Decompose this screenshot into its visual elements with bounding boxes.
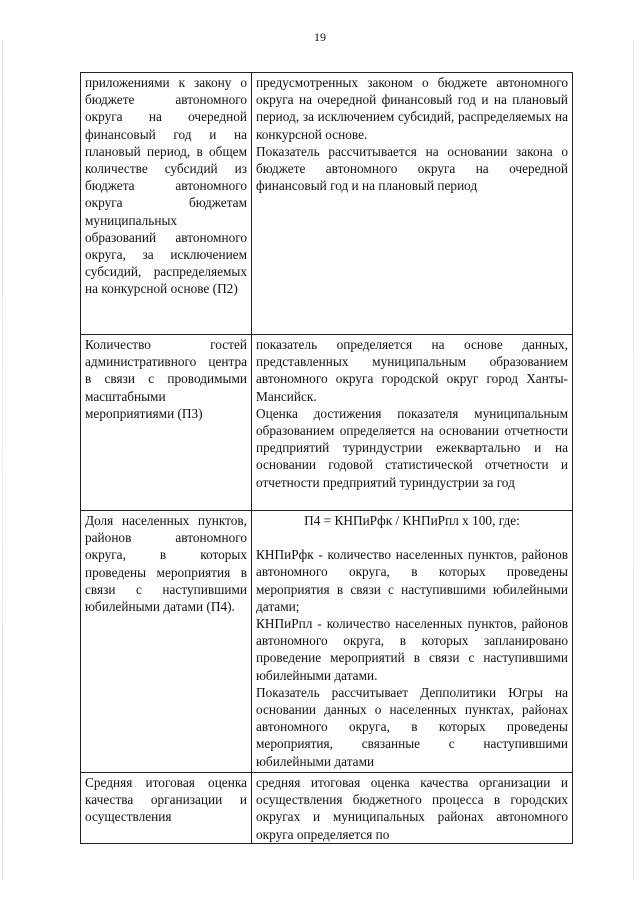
indicator-name: Доля населенных пунктов, районов автономного округа, в которых проведены мероприятия в связи с наступившими юбилейными датами (П4).: [85, 513, 247, 615]
description-paragraph: Оценка достижения показателя муниципальным образованием определяется на основании отчетности предприятий туриндустрии ежеквартально и на основании годовой статистической отчетности и отчетности предприятий туриндустрии за год: [256, 405, 568, 490]
scan-edge: [633, 40, 634, 880]
indicator-name: Средняя итоговая оценка качества организации и осуществления: [85, 775, 247, 825]
indicator-name-cell: [81, 773, 252, 844]
table-row: [81, 335, 573, 511]
indicators-table: [80, 72, 573, 844]
indicator-description-cell: [252, 73, 573, 335]
indicator-description-cell: [252, 773, 573, 844]
table-row: [81, 511, 573, 773]
description-paragraph: средняя итоговая оценка качества организации и осуществления бюджетного процесса в городских округах и муниципальных районах автономного округа определяется по: [256, 775, 568, 842]
formula: П4 = КНПиРфк / КНПиРпл х 100, где:: [304, 513, 520, 528]
description-paragraph: КНПиРфк - количество населенных пунктов, районов автономного округа, в которых проведены мероприятия в связи с наступившими юбилейными датами;: [256, 547, 568, 614]
description-paragraph: КНПиРпл - количество населенных пунктов, районов автономного округа, в которых запланировано проведение мероприятий в связи с наступившими юбилейными датами.: [256, 616, 568, 683]
table-row: [81, 73, 573, 335]
indicator-name: приложениями к закону о бюджете автономного округа на очередной финансовый год и на плановый период, в общем количестве субсидий из бюджета автономного округа бюджетам муниципальных образований автономного округа, за исключением субсидий, распределяемых на конкурсной основе (П2): [85, 75, 247, 297]
indicator-description-cell: [252, 511, 573, 773]
indicator-name: Количество гостей административного центра в связи с проводимыми масштабными мероприятиями (П3): [85, 337, 247, 421]
description-paragraph: предусмотренных законом о бюджете автономного округа на очередной финансовый год и на плановый период, за исключением субсидий, распределяемых на конкурсной основе.: [256, 75, 568, 142]
description-paragraph: Показатель рассчитывается на основании закона о бюджете автономного округа на очередной финансовый год и на плановый период: [256, 143, 568, 194]
table-row: [81, 773, 573, 844]
indicator-name-cell: [81, 73, 252, 335]
description-paragraph: Показатель рассчитывает Депполитики Югры на основании данных о населенных пунктах, районах автономного округа, в которых проведены мероприятия, связанные с наступившими юбилейными датами: [256, 684, 568, 769]
description-paragraph: показатель определяется на основе данных, представленных муниципальным образованием автономного округа городской округ город Ханты-Мансийск.: [256, 337, 568, 404]
indicator-name-cell: [81, 335, 252, 511]
indicator-name-cell: [81, 511, 252, 773]
scan-edge: [2, 40, 3, 880]
page-number: 19: [314, 30, 326, 44]
indicator-description-cell: [252, 335, 573, 511]
